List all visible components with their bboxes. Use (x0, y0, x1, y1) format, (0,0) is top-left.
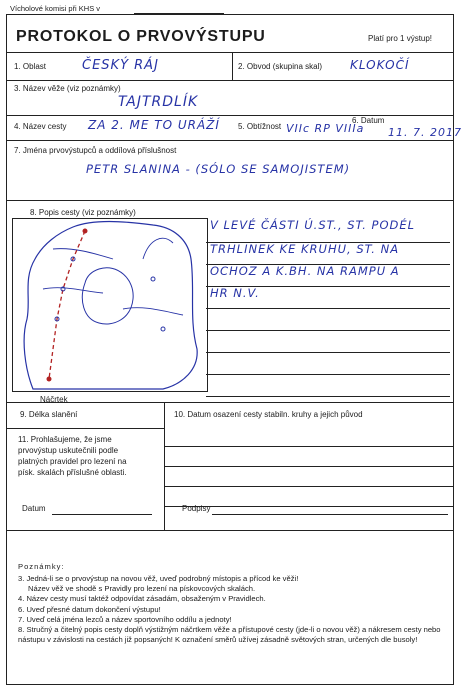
page-title: PROTOKOL O PRVOVÝSTUPU (16, 28, 266, 45)
oblast-label: 1. Oblast (14, 62, 47, 71)
podpisy-label: Podpisy (182, 504, 211, 513)
divider (6, 200, 454, 201)
divider (164, 446, 454, 447)
nazev-cesty-value: ZA 2. ME TO URÁŽÍ (88, 118, 220, 132)
popis-line: V LEVÉ ČÁSTI Ú.ST., ST. PODÉL (210, 218, 416, 232)
desc-line (206, 374, 450, 375)
divider (6, 402, 454, 403)
jmena-label: 7. Jména prvovýstupců a oddílová příslušnost (14, 146, 177, 155)
nazev-veze-label: 3. Název věže (viz poznámky) (14, 84, 121, 93)
obvod-value: KLOKOČÍ (350, 58, 410, 72)
divider (6, 140, 454, 141)
popis-line: HR N.V. (210, 286, 260, 300)
note-item: 4. Název cesty musí taktéž odpovídat zásadám, obsaženým v Pravidlech. (18, 594, 266, 604)
nacrtek-label: Náčrtek (40, 395, 68, 404)
desc-line (206, 396, 450, 397)
note-item: 6. Uveď přesné datum dokončení výstupu! (18, 604, 161, 614)
jmena-value: PETR SLANINA - (SÓLO SE SAMOJISTEM) (86, 162, 351, 176)
nazev-veze-value: TAJTRDLÍK (118, 94, 199, 110)
divider (164, 466, 454, 467)
popis-label: 8. Popis cesty (viz poznámky) (30, 208, 136, 217)
datum-sign-label: Datum (22, 504, 46, 513)
committee-label: Vícholové komisi při KHS v (10, 4, 101, 13)
obtiznost-value: VIIc RP VIIIa (286, 122, 365, 135)
desc-line (206, 308, 450, 309)
divider (164, 486, 454, 487)
sign-line (52, 514, 152, 515)
datum-label: 6. Datum (352, 116, 385, 125)
sketch-box (12, 218, 208, 392)
delka-label: 9. Délka slanění (20, 410, 78, 419)
obvod-label: 2. Obvod (skupina skal) (238, 62, 323, 71)
divider (6, 80, 454, 81)
notes-heading: Poznámky: (18, 562, 65, 571)
divider (6, 52, 454, 53)
nazev-cesty-label: 4. Název cesty (14, 122, 67, 131)
divider (6, 530, 454, 531)
validity-note: Platí pro 1 výstup! (368, 34, 433, 43)
oblast-value: ČESKÝ RÁJ (82, 58, 159, 73)
datum-value: 11. 7. 2017 (388, 126, 462, 139)
obtiznost-label: 5. Obtížnost (238, 122, 282, 131)
notes-list (18, 574, 446, 645)
committee-underline (134, 13, 224, 14)
divider (232, 52, 233, 80)
prohlaseni-label: 11. Prohlašujeme, že jsme prvovýstup uskutečnili podle platných pravidel pro lezení na písk. skalách příslušné oblasti. (18, 435, 127, 477)
divider (6, 115, 454, 116)
sign-line (212, 514, 448, 515)
popis-line: TRHLINEK KE KRUHU, ST. NA (210, 242, 400, 256)
note-item: Název věž ve shodě s Pravidly pro lezení na pískovcových skalách. (28, 584, 256, 594)
note-item: 7. Uveď celá jména lezců a název sportovního oddílu a jednoty! (18, 614, 232, 624)
note-item: 3. Jedná-li se o prvovýstup na novou věž, uveď podrobný místopis a přícod ke věži! (18, 574, 299, 583)
desc-line (206, 330, 450, 331)
desc-line (206, 352, 450, 353)
divider (6, 428, 164, 429)
note-item: 8. Stručný a čitelný popis cesty doplň výstižným náčrtkem věže a přístupové cesty (jde-li o novou věž) a nákresem cesty nebo nástupu v závislosti na cestách již popsaných! K označení směrů užívej zásadně světových stran, určených dle busoly! (18, 625, 441, 645)
osazeni-label: 10. Datum osazení cesty stabiln. kruhy a jejich původ (174, 410, 363, 419)
popis-line: OCHOZ A K.BH. NA RAMPU A (210, 264, 400, 278)
tower-sketch (13, 219, 207, 391)
